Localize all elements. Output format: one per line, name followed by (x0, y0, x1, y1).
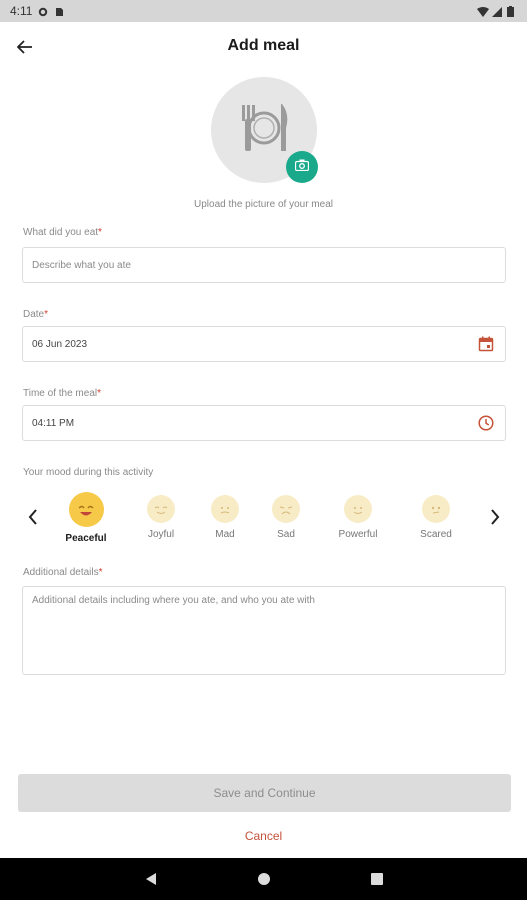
cancel-button[interactable]: Cancel (244, 829, 283, 843)
required-mark: * (44, 309, 49, 320)
system-nav-bar (0, 858, 527, 900)
status-bar (0, 0, 527, 22)
mood-item-scared[interactable] (404, 486, 468, 540)
clock-icon[interactable] (476, 413, 496, 433)
time-field[interactable] (22, 405, 506, 441)
what-field[interactable] (22, 247, 506, 283)
mood-item-joyful[interactable] (129, 486, 193, 540)
mood-item-peaceful[interactable] (54, 486, 118, 544)
mood-selector (0, 486, 527, 552)
required-mark: * (98, 567, 103, 578)
mood-item-mad[interactable] (193, 486, 257, 540)
mood-item-powerful[interactable] (326, 486, 390, 540)
nav-recents-square-icon[interactable] (368, 870, 386, 888)
mood-label-peaceful: Peaceful (65, 533, 107, 544)
camera-button[interactable] (286, 151, 318, 183)
signal-icon (492, 6, 502, 16)
date-field[interactable] (22, 326, 506, 362)
peaceful-face-icon (69, 492, 104, 527)
mood-next-chevron-right-icon[interactable] (484, 506, 506, 528)
settings-gear-icon (38, 6, 48, 16)
joyful-face-icon (147, 495, 175, 523)
time-value[interactable]: 04:11 PM (32, 417, 75, 429)
details-label-text: Additional details (23, 567, 99, 578)
mood-label-sad: Sad (277, 529, 295, 540)
nav-back-triangle-icon[interactable] (142, 870, 160, 888)
mad-face-icon (211, 495, 239, 523)
mood-item-sad[interactable] (254, 486, 318, 540)
camera-icon (295, 158, 309, 176)
date-label-text: Date (23, 309, 45, 320)
upload-caption: Upload the picture of your meal (194, 199, 333, 210)
sd-card-icon (54, 6, 64, 16)
battery-icon (507, 6, 517, 16)
nav-home-circle-icon[interactable] (255, 870, 273, 888)
powerful-face-icon (344, 495, 372, 523)
date-label (23, 309, 48, 320)
mood-label-powerful: Powerful (338, 529, 378, 540)
date-value[interactable]: 06 Jun 2023 (32, 338, 88, 350)
back-arrow-icon[interactable] (12, 34, 38, 60)
status-time: 4:11 (10, 4, 33, 18)
sad-face-icon (272, 495, 300, 523)
required-mark: * (97, 388, 102, 399)
details-textarea[interactable] (32, 595, 496, 666)
calendar-icon[interactable] (476, 334, 496, 354)
mood-label-scared: Scared (420, 529, 452, 540)
details-label (23, 567, 103, 578)
mood-label: Your mood during this activity (23, 467, 154, 478)
time-label (23, 388, 101, 399)
mood-prev-chevron-left-icon[interactable] (22, 506, 44, 528)
plate-cutlery-icon (236, 102, 292, 159)
what-label (23, 227, 102, 238)
meal-photo-uploader[interactable] (211, 77, 317, 183)
page-title: Add meal (227, 37, 300, 54)
required-mark: * (98, 227, 102, 238)
details-field[interactable] (22, 586, 506, 675)
mood-label-joyful: Joyful (147, 529, 175, 540)
time-label-text: Time of the meal (23, 388, 98, 399)
wifi-icon (477, 6, 487, 16)
mood-label-mad: Mad (215, 529, 235, 540)
what-label-text: What did you eat (23, 227, 99, 238)
app-bar (0, 22, 527, 70)
what-input[interactable] (32, 260, 496, 271)
scared-face-icon (422, 495, 450, 523)
save-and-continue-button[interactable]: Save and Continue (18, 774, 511, 812)
